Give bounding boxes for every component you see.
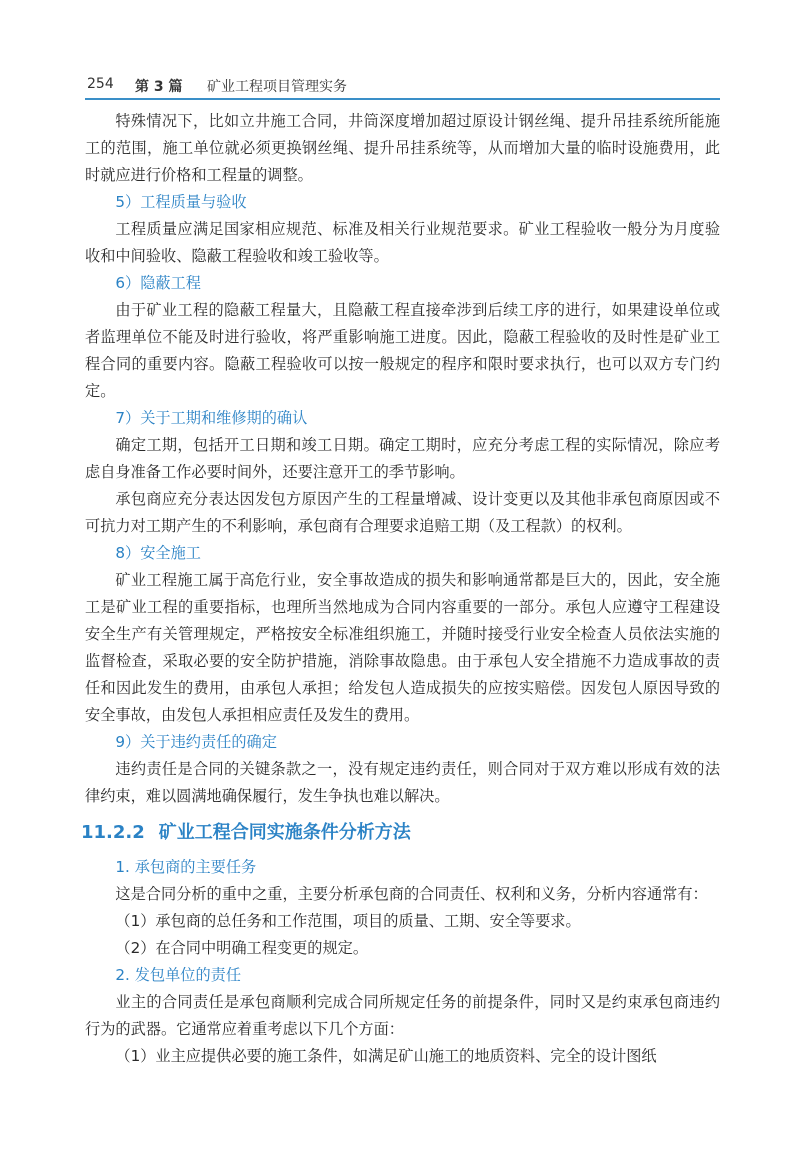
- section-number: 11.2.2: [81, 822, 145, 843]
- subsection-heading: 5）工程质量与验收: [115, 193, 247, 211]
- subsection-heading: 9）关于违约责任的确定: [115, 733, 277, 751]
- paragraph: 矿业工程施工属于高危行业，安全事故造成的损失和影响通常都是巨大的，因此，安全施工是矿业工程的重要指标，也理所当然地成为合同内容重要的一部分。承包人应遵守工程建设安全生产有关管理规定，严格按安全标准组织施工，并随时接受行业安全检查人员依法实施的监督检查，采取必要的安全防护措施，消除事故隐患。由于承包人安全措施不力造成事故的责任和因此发生的费用，由承包人承担；给发包人造成损失的应按实赔偿。因发包人原因导致的安全事故，由发包人承担相应责任及发生的费用。: [85, 571, 720, 724]
- section-title: 矿业工程合同实施条件分析方法: [158, 822, 411, 843]
- subsection-heading: 2. 发包单位的责任: [115, 966, 242, 984]
- paragraph: 特殊情况下，比如立井施工合同，井筒深度增加超过原设计钢丝绳、提升吊挂系统所能施工的范围，施工单位就必须更换钢丝绳、提升吊挂系统等，从而增加大量的临时设施费用，此时就应进行价格和工程量的调整。: [85, 112, 720, 184]
- paragraph: 这是合同分析的重中之重，主要分析承包商的合同责任、权利和义务，分析内容通常有：: [115, 885, 708, 903]
- paragraph: 工程质量应满足国家相应规范、标准及相关行业规范要求。矿业工程验收一般分为月度验收和中间验收、隐蔽工程验收和竣工验收等。: [85, 220, 720, 265]
- subsection-heading: 1. 承包商的主要任务: [115, 858, 257, 876]
- paragraph: 由于矿业工程的隐蔽工程量大，且隐蔽工程直接牵涉到后续工序的进行，如果建设单位或者监理单位不能及时进行验收，将严重影响施工进度。因此，隐蔽工程验收的及时性是矿业工程合同的重要内容。隐蔽工程验收可以按一般规定的程序和限时要求执行，也可以双方专门约定。: [85, 301, 720, 400]
- paragraph: 承包商应充分表达因发包方原因产生的工程量增减、设计变更以及其他非承包商原因或不可抗力对工期产生的不利影响，承包商有合理要求追赔工期（及工程款）的权利。: [85, 490, 720, 535]
- paragraph: 确定工期，包括开工日期和竣工日期。确定工期时，应充分考虑工程的实际情况，除应考虑自身准备工作必要时间外，还要注意开工的季节影响。: [85, 436, 720, 481]
- section-heading: [81, 818, 720, 848]
- list-item: （1）承包商的总任务和工作范围，项目的质量、工期、安全等要求。: [115, 912, 581, 930]
- list-item: （2）在合同中明确工程变更的规定。: [115, 939, 369, 957]
- subsection-heading: 6）隐蔽工程: [115, 274, 201, 292]
- part-label: 第 3 篇: [135, 79, 183, 95]
- subsection-heading: 8）安全施工: [115, 544, 201, 562]
- subsection-heading: 7）关于工期和维修期的确认: [115, 409, 308, 427]
- paragraph: 违约责任是合同的关键条款之一，没有规定违约责任，则合同对于双方难以形成有效的法律约束，难以圆满地确保履行，发生争执也难以解决。: [85, 760, 720, 805]
- paragraph: 业主的合同责任是承包商顺利完成合同所规定任务的前提条件，同时又是约束承包商违约行为的武器。它通常应着重考虑以下几个方面：: [85, 993, 720, 1038]
- page-body: [81, 108, 720, 1070]
- list-item: （1）业主应提供必要的施工条件，如满足矿山施工的地质资料、完全的设计图纸: [115, 1047, 657, 1065]
- page-number: 254: [87, 76, 114, 92]
- book-title: 矿业工程项目管理实务: [207, 79, 347, 95]
- running-header: [85, 70, 720, 100]
